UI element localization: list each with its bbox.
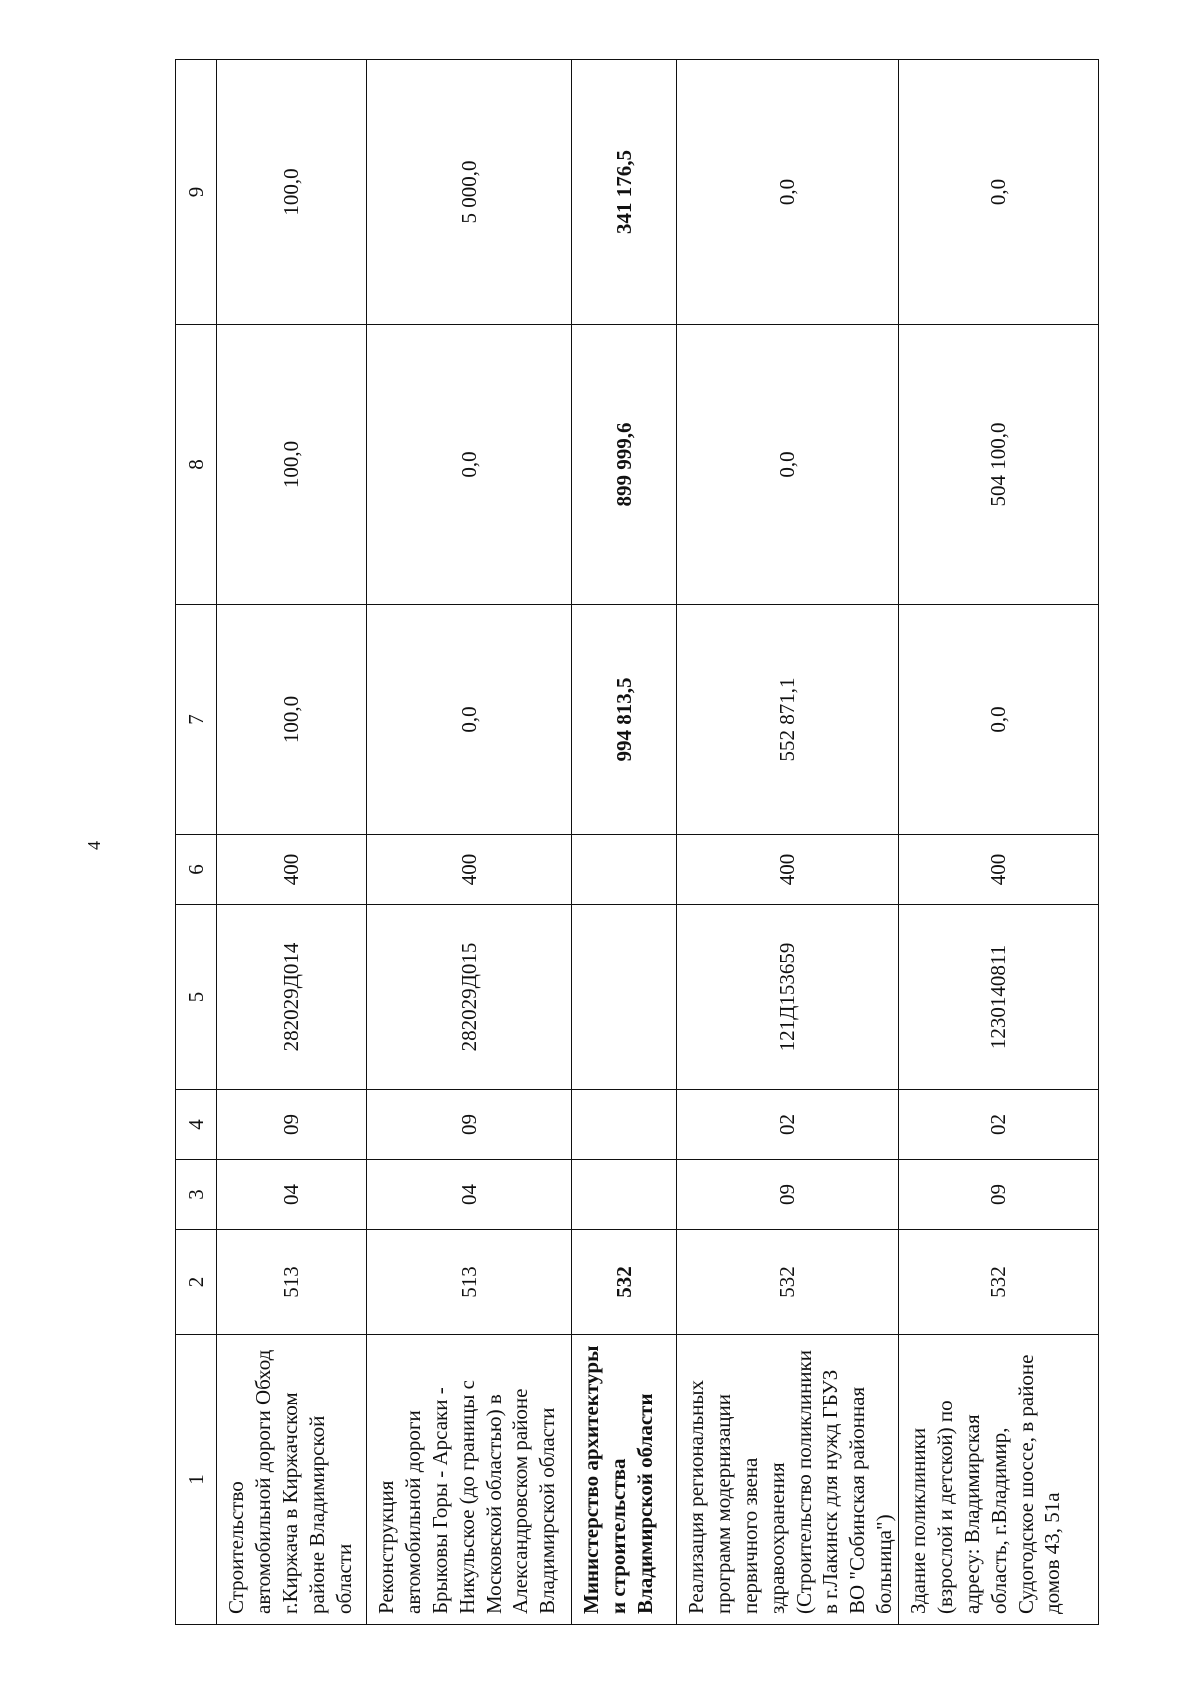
table-cell: 04	[367, 1160, 572, 1230]
header-row	[176, 60, 217, 1625]
table-cell: 09	[367, 1090, 572, 1160]
table-cell: 552 871,1	[677, 605, 899, 835]
table-cell: 02	[899, 1090, 1099, 1160]
table-cell: 5 000,0	[367, 60, 572, 325]
page-number: 4	[84, 841, 104, 850]
table-cell: 504 100,0	[899, 325, 1099, 605]
rotated-table-container	[175, 60, 1085, 1625]
column-header: 6	[176, 835, 217, 905]
table-cell: 121Д153659	[677, 905, 899, 1090]
table-row	[572, 60, 677, 1625]
table-cell: 100,0	[217, 605, 367, 835]
table-cell: 513	[367, 1230, 572, 1335]
table-cell: 100,0	[217, 60, 367, 325]
table-cell: 09	[899, 1160, 1099, 1230]
table-cell: 400	[217, 835, 367, 905]
table-cell: 0,0	[367, 325, 572, 605]
column-header: 8	[176, 325, 217, 605]
table-cell: 282029Д015	[367, 905, 572, 1090]
column-header: 1	[176, 1335, 217, 1625]
column-header: 4	[176, 1090, 217, 1160]
row-description: Министерство архитектуры и строительства Владимирской области	[572, 1335, 677, 1625]
table-cell: 341 176,5	[572, 60, 677, 325]
table-cell: 899 999,6	[572, 325, 677, 605]
table-cell: 09	[677, 1160, 899, 1230]
table-cell	[572, 905, 677, 1090]
table-cell: 532	[899, 1230, 1099, 1335]
column-header: 5	[176, 905, 217, 1090]
table-cell	[572, 1090, 677, 1160]
row-description: Строительство автомобильной дороги Обход г.Киржача в Киржачском районе Владимирской области	[217, 1335, 367, 1625]
table-cell: 1230140811	[899, 905, 1099, 1090]
table-cell: 0,0	[899, 605, 1099, 835]
table-cell: 04	[217, 1160, 367, 1230]
table-row	[367, 60, 572, 1625]
table-cell	[572, 835, 677, 905]
table-cell: 0,0	[677, 325, 899, 605]
table-cell: 0,0	[899, 60, 1099, 325]
table-cell: 400	[367, 835, 572, 905]
budget-table	[175, 59, 1099, 1625]
table-cell	[572, 1160, 677, 1230]
table-cell: 400	[899, 835, 1099, 905]
table-cell: 532	[572, 1230, 677, 1335]
table-cell: 100,0	[217, 325, 367, 605]
table-cell: 02	[677, 1090, 899, 1160]
table-cell: 282029Д014	[217, 905, 367, 1090]
row-description: Реализация региональных программ модернизации первичного звена здравоохранения (Строительство поликлиники в г.Лакинск для нужд ГБУЗ ВО "Собинская районная больница")	[677, 1335, 899, 1625]
table-row	[217, 60, 367, 1625]
table-row	[899, 60, 1099, 1625]
row-description: Реконструкция автомобильной дороги Брыковы Горы - Арсаки - Никульское (до границы с Московской областью) в Александровском районе Владимирской области	[367, 1335, 572, 1625]
table-cell: 09	[217, 1090, 367, 1160]
table-cell: 532	[677, 1230, 899, 1335]
column-header: 7	[176, 605, 217, 835]
column-header: 9	[176, 60, 217, 325]
table-cell: 0,0	[677, 60, 899, 325]
column-header: 3	[176, 1160, 217, 1230]
row-description: Здание поликлиники (взрослой и детской) по адресу: Владимирская область, г.Владимир, Судогодское шоссе, в районе домов 43, 51а	[899, 1335, 1099, 1625]
column-header: 2	[176, 1230, 217, 1335]
table-cell: 994 813,5	[572, 605, 677, 835]
table-cell: 0,0	[367, 605, 572, 835]
table-cell: 513	[217, 1230, 367, 1335]
table-cell: 400	[677, 835, 899, 905]
table-row	[677, 60, 899, 1625]
